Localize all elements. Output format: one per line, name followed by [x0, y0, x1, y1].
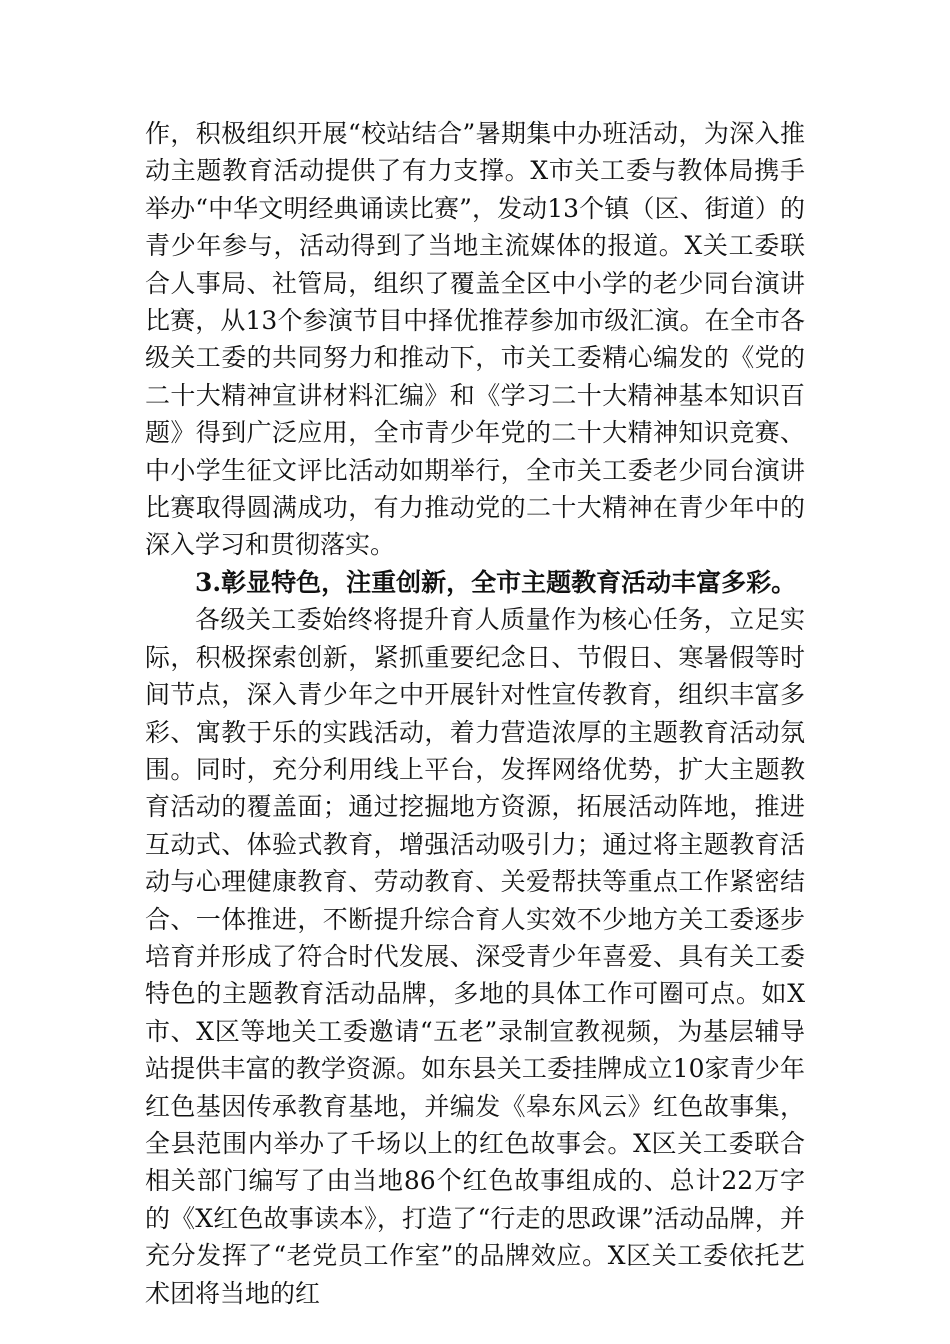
section-heading: 3.彰显特色，注重创新，全市主题教育活动丰富多彩。 [195, 567, 797, 597]
paragraph-continued: 作，积极组织开展“校站结合”暑期集中办班活动，为深入推动主题教育活动提供了有力支撑。X市关工委与教体局携手举办“中华文明经典诵读比赛”，发动13个镇（区、街道）的青少年参与，活动得到了当地主流媒体的报道。X关工委联合人事局、社管局，组织了覆盖全区中小学的老少同台演讲比赛，从13个参演节目中择优推荐参加市级汇演。在全市各级关工委的共同努力和推动下，市关工委精心编发的《党的二十大精神宣讲材料汇编》和《学习二十大精神基本知识百题》得到广泛应用，全市青少年党的二十大精神知识竞赛、中小学生征文评比活动如期举行，全市关工委老少同台演讲比赛取得圆满成功，有力推动党的二十大精神在青少年中的深入学习和贯彻落实。 [145, 119, 805, 560]
paragraph-body: 各级关工委始终将提升育人质量作为核心任务，立足实际，积极探索创新，紧抓重要纪念日、节假日、寒暑假等时间节点，深入青少年之中开展针对性宣传教育，组织丰富多彩、寓教于乐的实践活动，着力营造浓厚的主题教育活动氛围。同时，充分利用线上平台，发挥网络优势，扩大主题教育活动的覆盖面；通过挖掘地方资源，拓展活动阵地，推进互动式、体验式教育，增强活动吸引力；通过将主题教育活动与心理健康教育、劳动教育、关爱帮扶等重点工作紧密结合、一体推进，不断提升综合育人实效不少地方关工委逐步培育并形成了符合时代发展、深受青少年喜爱、具有关工委特色的主题教育活动品牌，多地的具体工作可圈可点。如X市、X区等地关工委邀请“五老”录制宣教视频，为基层辅导站提供丰富的教学资源。如东县关工委挂牌成立10家青少年红色基因传承教育基地，并编发《皋东风云》红色故事集，全县范围内举办了千场以上的红色故事会。X区关工委联合相关部门编写了由当地86个红色故事组成的、总计22万字的《X红色故事读本》，打造了“行走的思政课”活动品牌，并充分发挥了“老党员工作室”的品牌效应。X区关工委依托艺术团将当地的红 [145, 605, 805, 1308]
document-body [145, 115, 805, 1312]
